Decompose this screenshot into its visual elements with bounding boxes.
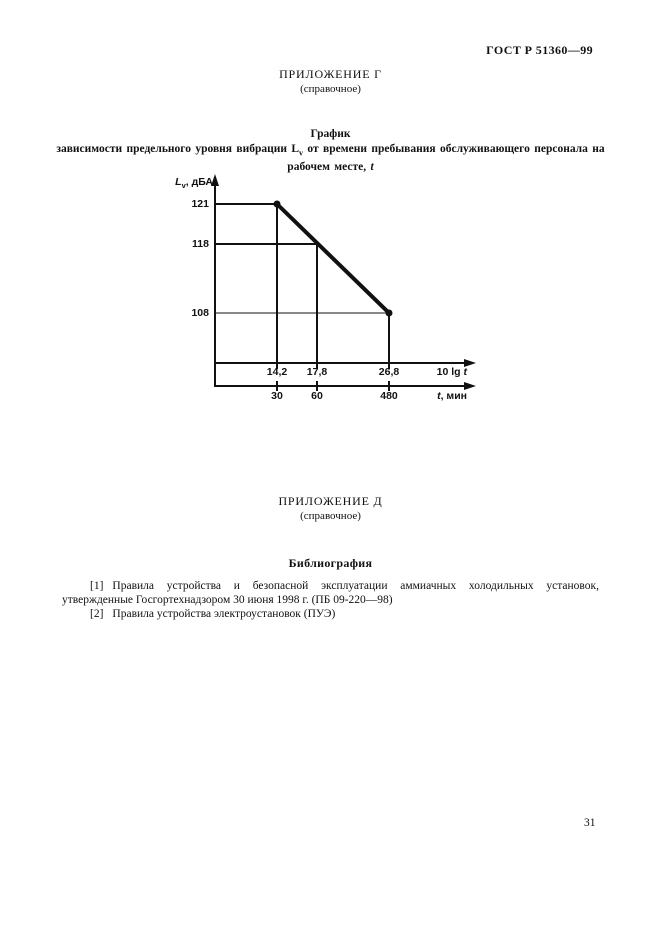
figure-title-sub-v: v <box>299 148 304 158</box>
data-point-121 <box>274 201 281 208</box>
vibration-limit-chart <box>175 173 487 411</box>
x-axis-bottom-title: t, мин <box>437 390 467 402</box>
data-line <box>277 204 389 313</box>
x-axis-top-title: 10 lg t <box>436 366 467 378</box>
appendix-d-title: ПРИЛОЖЕНИЕ Д <box>278 494 383 508</box>
bibliography-entry-1-label: [1] <box>90 580 104 592</box>
bibliography-entry-2-label: [2] <box>90 608 104 620</box>
bibliography-entry-1 <box>62 579 599 607</box>
x-tick-label-60: 60 <box>311 390 323 402</box>
figure-title-body-part2: от времени пребывания обслуживающего персонала на рабочем месте, <box>287 143 605 174</box>
doc-number: ГОСТ Р 51360—99 <box>486 43 593 57</box>
bibliography-entry-1-text: Правила устройства и безопасной эксплуатации аммиачных холодильных установок, утвержденные Госгортехнадзором 30 июня 1998 г. (ПБ 09-220—98) <box>62 580 599 606</box>
appendix-d-subtitle: (справочное) <box>300 510 361 522</box>
y-tick-label-121: 121 <box>191 198 209 210</box>
x-tick-label-480: 480 <box>380 390 398 402</box>
bibliography-entry-2 <box>62 607 599 621</box>
appendix-g-title: ПРИЛОЖЕНИЕ Г <box>279 67 382 81</box>
x-axis-bottom-arrow-icon <box>464 382 476 390</box>
data-point-108 <box>386 310 393 317</box>
bibliography-title: Библиография <box>288 556 373 570</box>
y-tick-label-108: 108 <box>191 307 209 319</box>
figure-title <box>52 127 609 175</box>
x-tick-label-17-8: 17,8 <box>306 366 328 378</box>
bibliography-entries <box>62 579 599 621</box>
bibliography-entry-2-text: Правила устройства электроустановок (ПУЭ) <box>112 608 336 620</box>
y-tick-label-118: 118 <box>192 238 209 250</box>
x-tick-label-14-2: 14,2 <box>266 366 288 378</box>
figure-title-body-part1: зависимости предельного уровня вибрации L <box>56 143 300 155</box>
figure-title-line1: График <box>310 128 351 140</box>
appendix-d <box>0 494 661 522</box>
figure-title-var-t: t <box>370 161 374 174</box>
x-tick-label-26-8: 26,8 <box>378 366 400 378</box>
page-number: 31 <box>584 817 596 829</box>
appendix-g-subtitle: (справочное) <box>300 83 361 95</box>
y-axis-title: $L_v$, дБА <box>175 176 213 191</box>
x-tick-label-30: 30 <box>271 390 283 402</box>
appendix-g <box>0 67 661 95</box>
